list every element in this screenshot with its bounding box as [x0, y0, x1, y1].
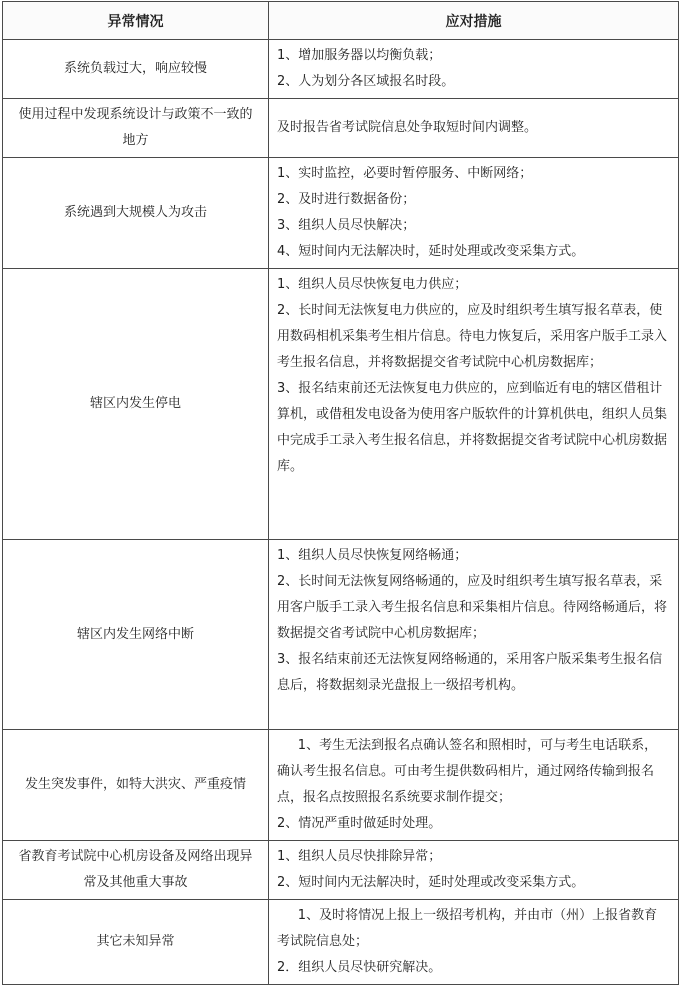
header-issue: 异常情况 [3, 2, 269, 40]
table-row [3, 540, 679, 730]
header-measure: 应对措施 [269, 2, 679, 40]
table-row [3, 730, 679, 841]
issue-cell: 使用过程中发现系统设计与政策不一致的地方 [3, 99, 269, 158]
measure-line: 2、及时进行数据备份； [277, 192, 416, 207]
measure-cell [269, 540, 679, 730]
issue-cell: 省教育考试院中心机房设备及网络出现异常及其他重大事故 [3, 841, 269, 900]
contingency-table [2, 1, 679, 985]
measure-line: 3、组织人员尽快解决； [277, 218, 416, 233]
measure-line: 及时报告省考试院信息处争取短时间内调整。 [277, 120, 538, 135]
measure-line: 4、短时间内无法解决时，延时处理或改变采集方式。 [277, 244, 585, 259]
measure-cell [269, 40, 679, 99]
issue-cell: 辖区内发生停电 [3, 269, 269, 540]
measure-cell [269, 158, 679, 269]
measure-cell [269, 269, 679, 540]
table-row [3, 99, 679, 158]
table-row [3, 269, 679, 540]
table-row [3, 900, 679, 985]
measure-line: 2、情况严重时做延时处理。 [277, 816, 442, 831]
measure-cell [269, 841, 679, 900]
measure-line: 2、长时间无法恢复网络畅通的，应及时组织考生填写报名草表，采用客户版手工录入考生报名信息和采集相片信息。待网络畅通后，将数据提交省考试院中心机房数据库； [277, 574, 668, 641]
measure-cell [269, 900, 679, 985]
measure-cell [269, 730, 679, 841]
issue-cell: 系统负载过大，响应较慢 [3, 40, 269, 99]
measure-line: 1、实时监控，必要时暂停服务、中断网络； [277, 166, 533, 181]
measure-line: 3、报名结束前还无法恢复电力供应的，应到临近有电的辖区借租计算机，或借租发电设备为使用客户版软件的计算机供电，组织人员集中完成手工录入考生报名信息，并将数据提交省考试院中心机房数据库。 [277, 381, 668, 474]
issue-cell: 其它未知异常 [3, 900, 269, 985]
table-row [3, 841, 679, 900]
table-row [3, 40, 679, 99]
measure-line: 2、人为划分各区域报名时段。 [277, 74, 455, 89]
measure-line: 1、组织人员尽快排除异常； [277, 849, 442, 864]
measure-line: 2、短时间内无法解决时，延时处理或改变采集方式。 [277, 875, 585, 890]
measure-line: 1、及时将情况上报上一级招考机构，并由市（州）上报省教育考试院信息处； [277, 908, 658, 949]
measure-line: 1、增加服务器以均衡负载； [277, 48, 442, 63]
measure-line: 1、组织人员尽快恢复网络畅通； [277, 548, 468, 563]
measure-line: 3、报名结束前还无法恢复网络畅通的，采用客户版采集考生报名信息后，将数据刻录光盘报上一级招考机构。 [277, 652, 663, 693]
header-row [3, 2, 679, 40]
issue-cell: 系统遇到大规模人为攻击 [3, 158, 269, 269]
issue-cell: 辖区内发生网络中断 [3, 540, 269, 730]
issue-cell: 发生突发事件，如特大洪灾、严重疫情 [3, 730, 269, 841]
measure-cell [269, 99, 679, 158]
measure-line: 2．组织人员尽快研究解决。 [277, 960, 442, 975]
measure-line: 1、组织人员尽快恢复电力供应； [277, 277, 468, 292]
measure-line: 2、长时间无法恢复电力供应的，应及时组织考生填写报名草表，使用数码相机采集考生相片信息。待电力恢复后，采用客户版手工录入考生报名信息，并将数据提交省考试院中心机房数据库； [277, 303, 668, 370]
table-row [3, 158, 679, 269]
measure-line: 1、考生无法到报名点确认签名和照相时，可与考生电话联系，确认考生报名信息。可由考生提供数码相片，通过网络传输到报名点，报名点按照报名系统要求制作提交； [277, 738, 658, 805]
